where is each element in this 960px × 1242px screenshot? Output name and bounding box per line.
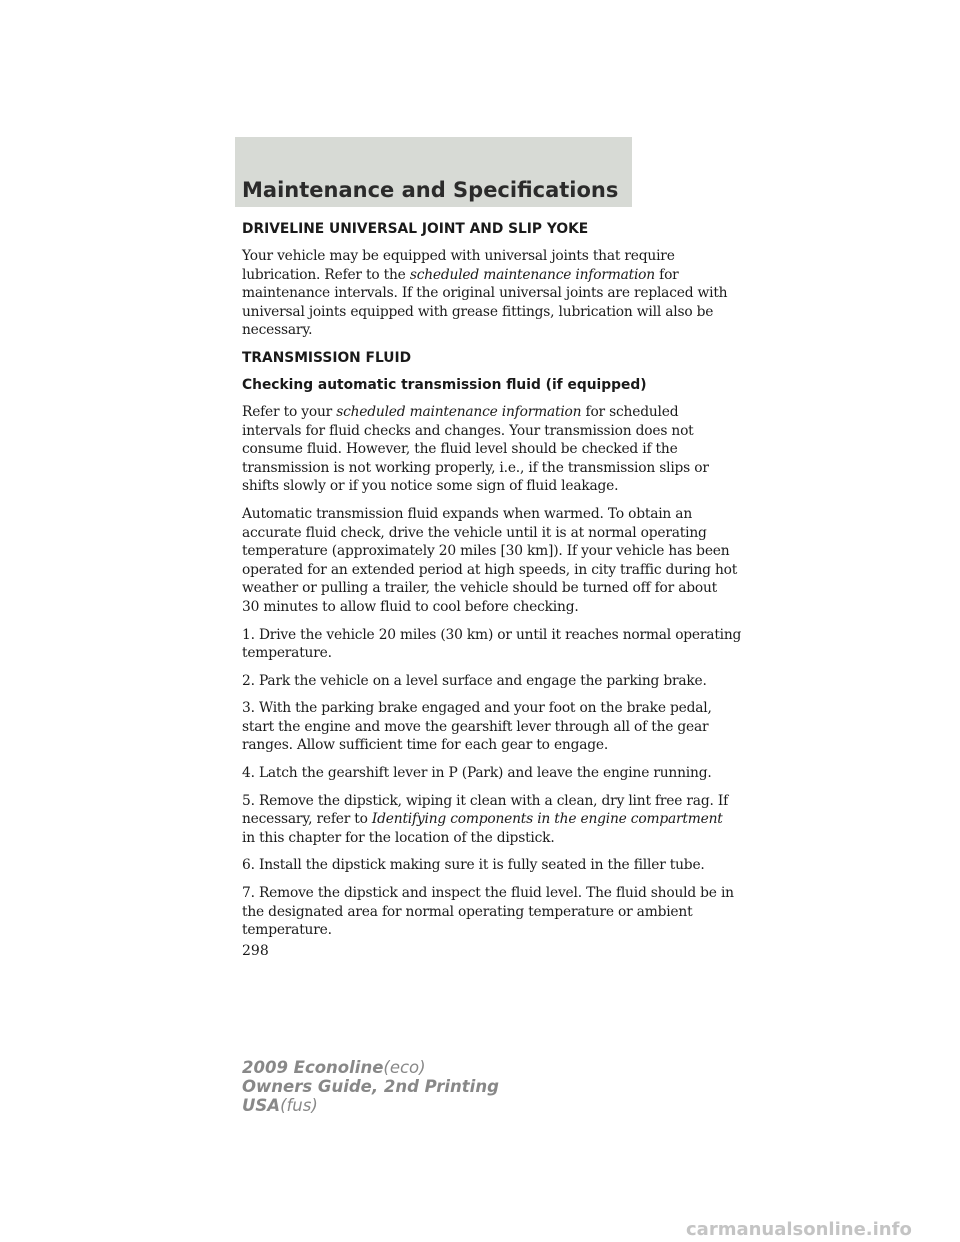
text-line: universal joints equipped with grease fittings, lubrication will also be xyxy=(242,303,714,320)
text-line: Automatic transmission fluid expands when warmed. To obtain an xyxy=(242,505,693,522)
transmission-paragraph-1 xyxy=(242,403,709,496)
step-3 xyxy=(242,699,712,755)
text-line: temperature (approximately 20 miles [30 km]). If your vehicle has been xyxy=(242,543,730,560)
text-line: in this chapter for the location of the dipstick. xyxy=(242,829,555,846)
text-line: 30 minutes to allow fluid to cool before checking. xyxy=(242,598,579,615)
text-line: operated for an extended period at high speeds, in city traffic during hot xyxy=(242,561,738,578)
transmission-paragraph-2 xyxy=(242,505,738,617)
step-2 xyxy=(242,672,707,691)
text-line: the designated area for normal operating temperature or ambient xyxy=(242,903,693,920)
page-content xyxy=(242,220,742,949)
text-line: Your vehicle may be equipped with universal joints that require xyxy=(242,248,675,264)
text-line: 7. Remove the dipstick and inspect the fluid level. The fluid should be in xyxy=(242,885,734,902)
text-line xyxy=(242,266,679,285)
step-4 xyxy=(242,764,712,783)
footer-market-line xyxy=(242,1096,499,1115)
text-line: 3. With the parking brake engaged and your foot on the brake pedal, xyxy=(242,700,712,717)
text-line: 6. Install the dipstick making sure it is fully seated in the filler tube. xyxy=(242,857,705,874)
text-line: necessary. xyxy=(242,322,313,339)
page-number: 298 xyxy=(242,943,269,959)
step-1 xyxy=(242,626,742,663)
text-line: ranges. Allow sufficient time for each gear to engage. xyxy=(242,737,609,754)
text-span: for scheduled xyxy=(581,403,679,420)
section-title: Maintenance and Specifications xyxy=(242,178,619,202)
text-line: 2. Park the vehicle on a level surface and engage the parking brake. xyxy=(242,672,707,689)
footer-market-code: (fus) xyxy=(280,1096,318,1115)
text-span: for xyxy=(654,266,679,283)
text-line: temperature. xyxy=(242,922,332,939)
text-line: 4. Latch the gearshift lever in P (Park) and leave the engine running. xyxy=(242,765,712,782)
text-line: intervals for fluid checks and changes. Your transmission does not xyxy=(242,422,694,439)
site-watermark: carmanualsonline.info xyxy=(686,1219,912,1240)
emphasis-text: scheduled maintenance information xyxy=(336,403,582,420)
text-line: maintenance intervals. If the original universal joints are replaced with xyxy=(242,285,728,302)
document-footer xyxy=(242,1058,499,1115)
footer-guide-line xyxy=(242,1077,499,1096)
step-6 xyxy=(242,856,705,875)
footer-model-code: (eco) xyxy=(383,1058,426,1077)
footer-model: 2009 Econoline xyxy=(242,1058,384,1077)
text-line: 5. Remove the dipstick, wiping it clean with a clean, dry lint free rag. If xyxy=(242,792,728,809)
text-line: 1. Drive the vehicle 20 miles (30 km) or until it reaches normal operating xyxy=(242,626,742,643)
footer-guide: Owners Guide, 2nd Printing xyxy=(242,1077,499,1096)
text-span: necessary, refer to xyxy=(242,811,372,828)
text-span: Refer to your xyxy=(242,403,337,420)
footer-model-line xyxy=(242,1058,499,1077)
transmission-subheading: Checking automatic transmission fluid (if equipped) xyxy=(242,376,647,393)
text-line: temperature. xyxy=(242,645,332,662)
text-line: consume fluid. However, the fluid level should be checked if the xyxy=(242,441,678,458)
text-line: start the engine and move the gearshift lever through all of the gear xyxy=(242,718,709,735)
transmission-heading: TRANSMISSION FLUID xyxy=(242,349,412,366)
step-5 xyxy=(242,792,728,848)
text-line: shifts slowly or if you notice some sign of fluid leakage. xyxy=(242,478,619,495)
driveline-heading: DRIVELINE UNIVERSAL JOINT AND SLIP YOKE xyxy=(242,221,589,237)
text-line: accurate fluid check, drive the vehicle until it is at normal operating xyxy=(242,524,707,541)
footer-market: USA xyxy=(242,1096,281,1115)
text-line xyxy=(242,403,679,422)
text-span: lubrication. Refer to the xyxy=(242,266,410,283)
emphasis-text: Identifying components in the engine compartment xyxy=(371,811,723,828)
text-line: transmission is not working properly, i.e., if the transmission slips or xyxy=(242,459,709,476)
step-7 xyxy=(242,884,734,940)
text-line xyxy=(242,810,723,829)
driveline-paragraph xyxy=(242,247,728,340)
emphasis-text: scheduled maintenance information xyxy=(409,266,655,283)
text-line: weather or pulling a trailer, the vehicle should be turned off for about xyxy=(242,580,718,597)
